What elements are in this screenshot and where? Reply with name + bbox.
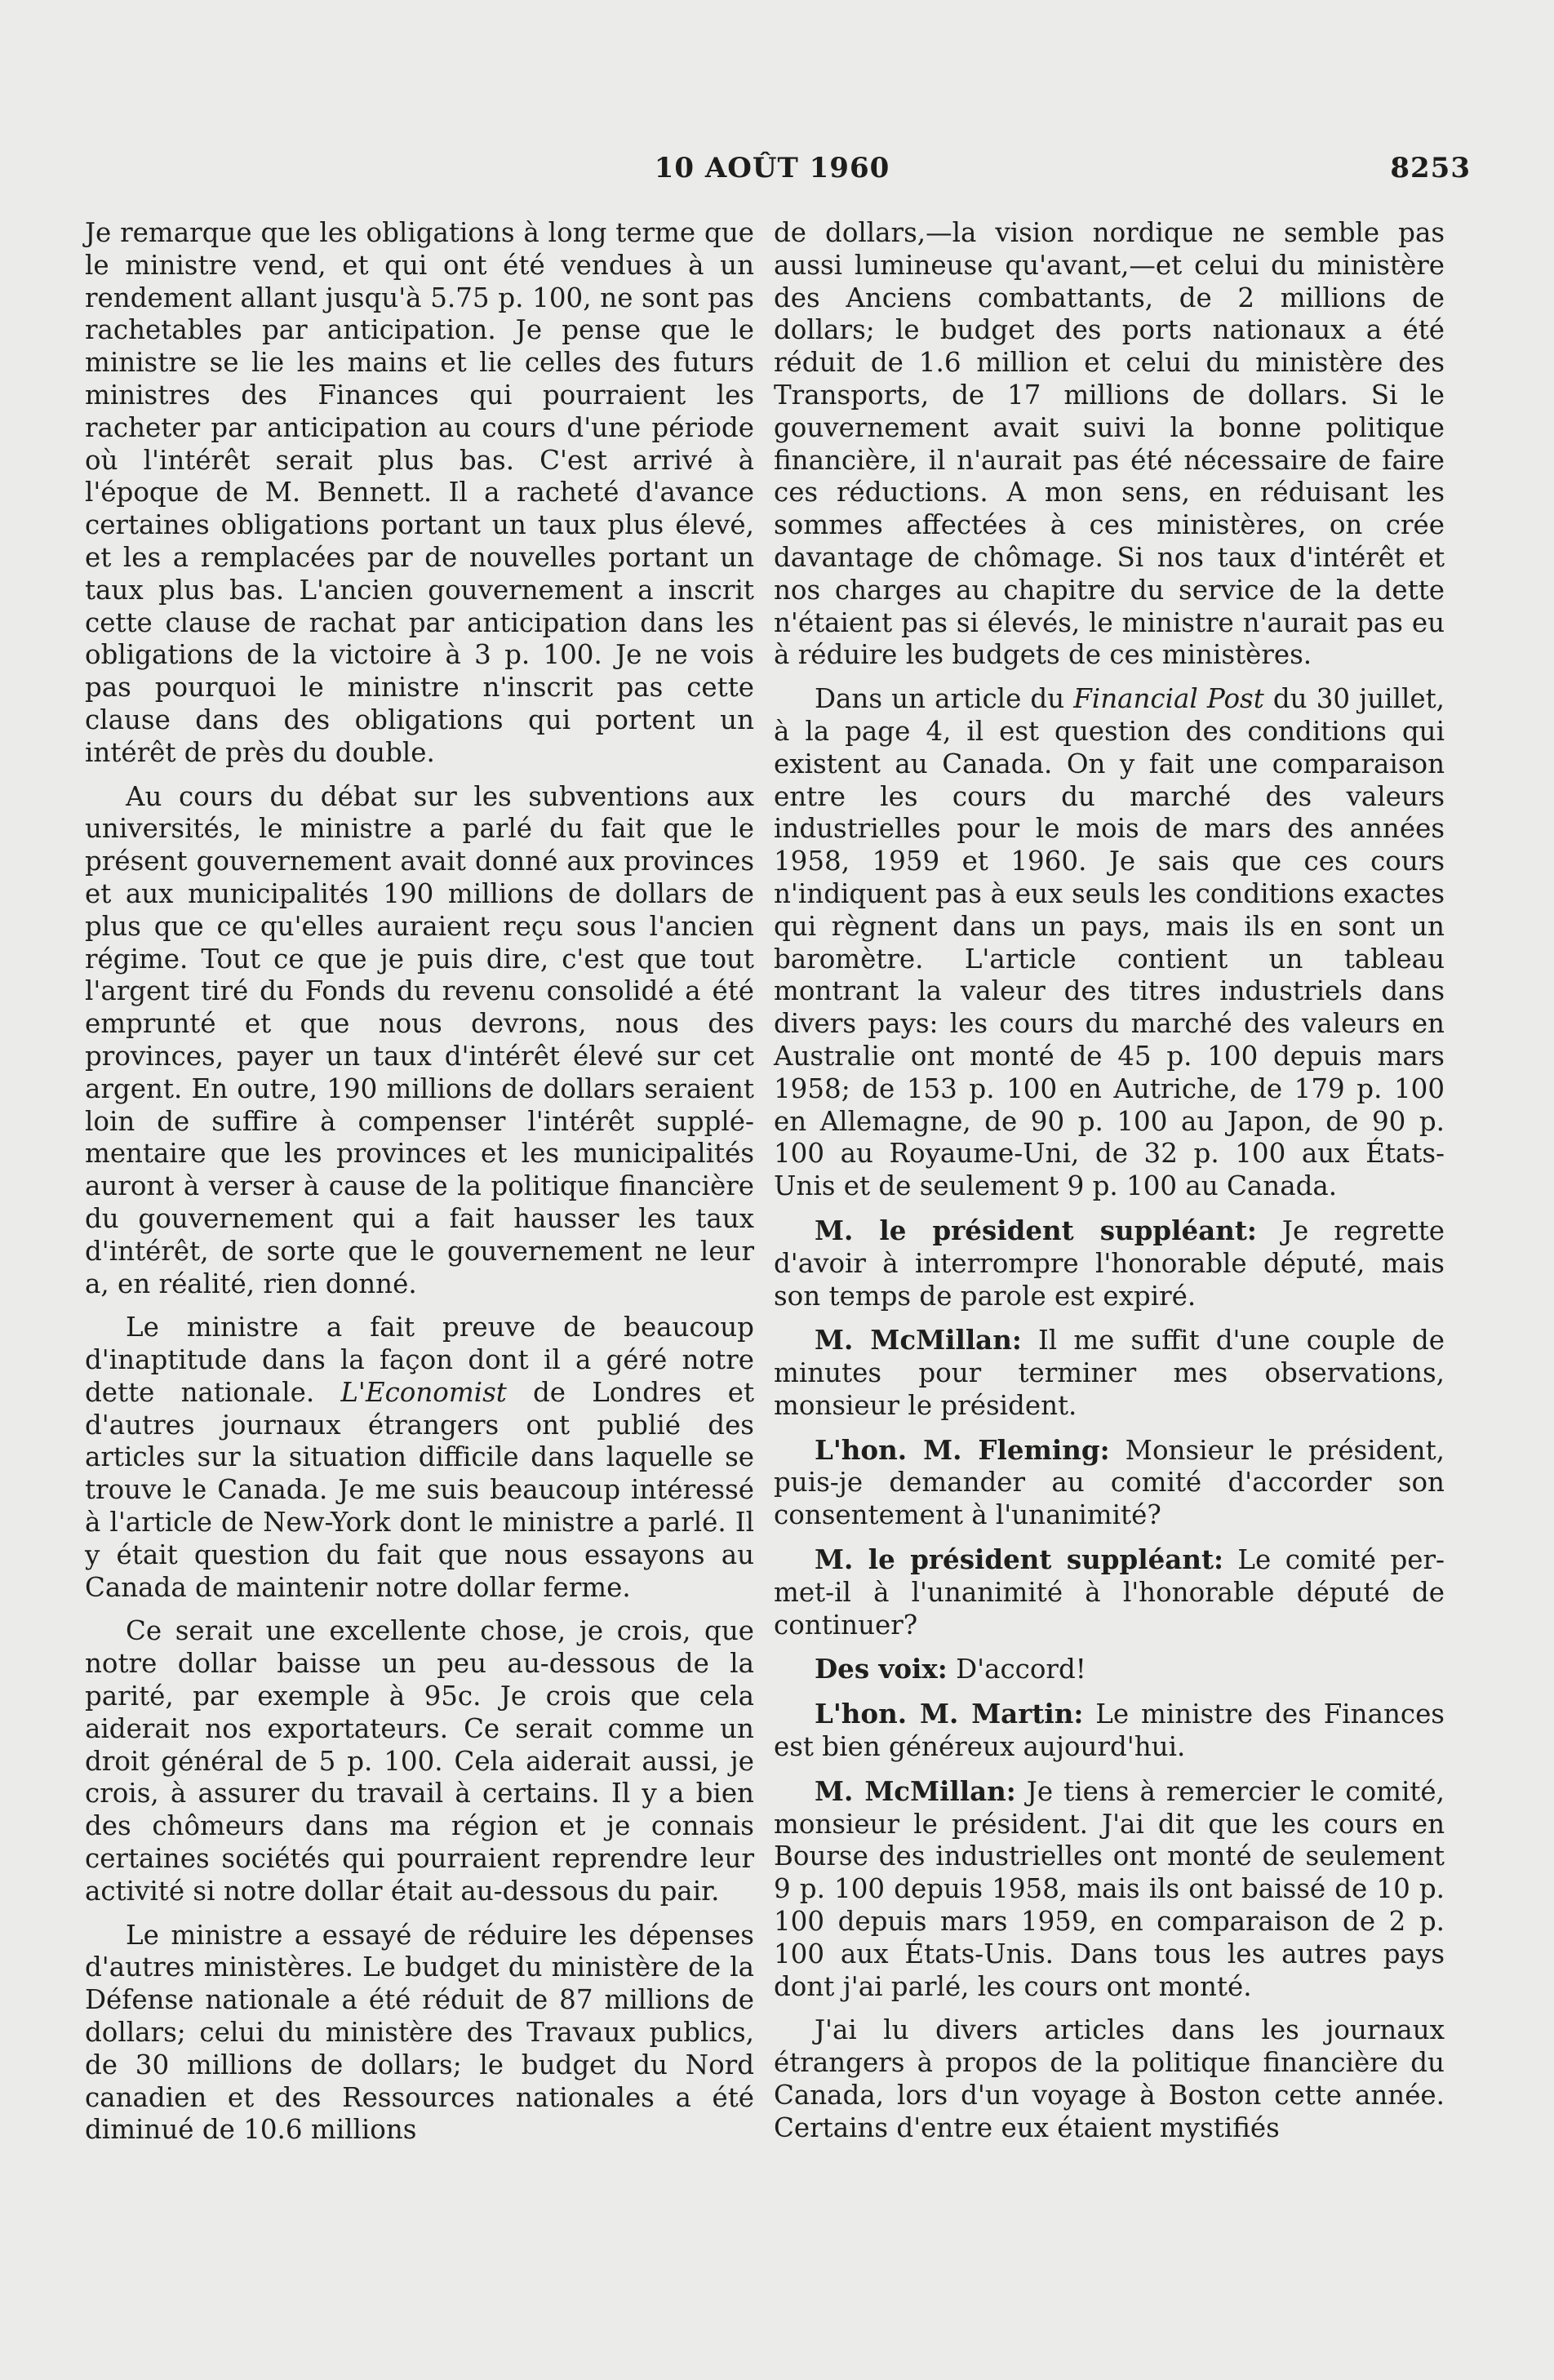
right-column: [774, 217, 1445, 2156]
speaker-name: M. le président suppléant:: [815, 1543, 1223, 1576]
paragraph: [774, 683, 1445, 1203]
header-date: 10 AOÛT 1960: [654, 152, 890, 184]
paragraph-text: Dans un article du: [815, 683, 1074, 715]
speaker-name: M. le président suppléant:: [815, 1214, 1257, 1246]
speech-text: D'accord!: [947, 1654, 1086, 1685]
paragraph-text: Au cours du débat sur les subventions aux universités, le ministre a parlé du fait que le présent gouvernement avait donné aux provinces et aux municipalités 190 millions de dollars de plus que ce qu'elles auraient reçu sous l'ancien régime. Tout ce que je puis dire, c'est que tout l'argent tiré du Fonds du revenu consolidé a été emprunté et que nous devrons, nous des provinces, payer un taux d'intérêt élevé sur cet argent. En outre, 190 millions de dollars seraient loin de suffire à compenser l'intérêt supplémentaire que les provinces et les municipalités auront à verser à cause de la politique financière du gouvernement qui a fait hausser les taux d'intérêt, de sorte que le gouvernement ne leur a, en réalité, rien donné.: [85, 780, 754, 1299]
paragraph: [85, 1920, 754, 2147]
paragraph-text: de Londres et d'autres journaux étrangers ont publié des articles sur la situation difficile dans laquelle se trouve le Canada. Je me suis beaucoup intéressé à l'article de New-York dont le ministre a parlé. Il y était question du fait que nous essayons au Canada de maintenir notre dollar ferme.: [85, 1376, 754, 1603]
paragraph-text: Ce serait une excellente chose, je crois, que notre dollar baisse un peu au-dessous de la parité, par exemple à 95c. Je crois que cela aiderait nos exportateurs. Ce serait comme un droit général de 5 p. 100. Cela aiderait aussi, je crois, à assurer du travail à certains. Il y a bien des chômeurs dans ma région et je connais certaines sociétés qui pourraient reprendre leur activité si notre dollar était au-dessous du pair.: [85, 1615, 754, 1907]
speech-paragraph: [774, 1775, 1445, 2004]
speech-text: Le ministre des Finances est bien généreux aujourd'hui.: [774, 1698, 1445, 1763]
speech-paragraph: [774, 1324, 1445, 1422]
speech-text: Monsieur le président, puis-je demander au comité d'accorder son consentement à l'unanimité?: [774, 1434, 1445, 1531]
paragraph: [774, 2014, 1445, 2144]
speaker-name: Des voix:: [815, 1653, 948, 1685]
publication-title: L'Economist: [340, 1376, 507, 1408]
speech-paragraph: [774, 1698, 1445, 1764]
speech-text: Je regrette d'avoir à interrompre l'honorable député, mais son temps de parole est expiré.: [774, 1214, 1445, 1312]
continued-paragraph: [85, 217, 754, 770]
publication-title: Financial Post: [1073, 683, 1264, 715]
speaker-name: L'hon. M. Martin:: [815, 1698, 1084, 1730]
paragraph: [85, 1312, 754, 1604]
page-number: 8253: [1390, 152, 1471, 184]
left-column: [85, 217, 754, 2158]
speech-text: Je tiens à remercier le comité, monsieur le président. J'ai dit que les cours en Bourse des industrielles ont monté de seulement 9 p. 100 depuis 1958, mais ils ont baissé de 10 p. 100 depuis mars 1959, en comparaison de 2 p. 100 aux États-Unis. Dans tous les autres pays dont j'ai parlé, les cours ont monté.: [774, 1775, 1445, 2002]
paragraph-text: J'ai lu divers articles dans les journaux étrangers à propos de la politique financière du Canada, lors d'un voyage à Boston cette année. Certains d'entre eux étaient mystifiés: [774, 2014, 1445, 2143]
paragraph-text: Je remarque que les obligations à long terme que le ministre vend, et qui ont été vendues à un rendement allant jusqu'à 5.75 p. 100, ne sont pas rachetables par anticipation. Je pense que le ministre se lie les mains et lie celles des futurs ministres des Finances qui pourraient les racheter par anticipation au cours d'une période où l'intérêt serait plus bas. C'est arrivé à l'époque de M. Bennett. Il a racheté d'avance certaines obligations portant un taux plus élevé, et les a remplacées par de nouvelles portant un taux plus bas. L'ancien gouvernement a inscrit cette clause de rachat par anticipation dans les obligations de la victoire à 3 p. 100. Je ne vois pas pourquoi le ministre n'inscrit pas cette clause dans des obligations qui portent un intérêt de près du double.: [85, 217, 754, 768]
speaker-name: M. McMillan:: [815, 1774, 1016, 1807]
paragraph-text: de dollars,—la vision nordique ne semble pas aussi lumineuse qu'avant,—et celui du ministère des Anciens combattants, de 2 millions de dollars; le budget des ports nationaux a été réduit de 1.6 million et celui du ministère des Transports, de 17 millions de dollars. Si le gouvernement avait suivi la bonne politique financière, il n'aurait pas été nécessaire de faire ces réductions. A mon sens, en réduisant les sommes affectées à ces ministères, on crée davantage de chômage. Si nos taux d'intérêt et nos charges au chapitre du service de la dette n'étaient pas si élevés, le ministre n'aurait pas eu à réduire les budgets de ces ministères.: [774, 217, 1445, 671]
paragraph-text: du 30 juillet, à la page 4, il est question des conditions qui existent au Canada. On y fait une comparaison entre les cours du marché des valeurs industrielles pour le mois de mars des années 1958, 1959 et 1960. Je sais que ces cours n'indiquent pas à eux seuls les conditions exactes qui règnent dans un pays, mais ils en sont un baromètre. L'article contient un tableau montrant la valeur des titres industriels dans divers pays: les cours du marché des valeurs en Australie ont monté de 45 p. 100 depuis mars 1958; de 153 p. 100 en Autriche, de 179 p. 100 en Allemagne, de 90 p. 100 au Japon, de 90 p. 100 au Royaume-Uni, de 32 p. 100 aux États-Unis et de seulement 9 p. 100 au Canada.: [774, 683, 1445, 1202]
continued-paragraph: [774, 217, 1445, 672]
paragraph-text: Le ministre a fait preuve de beaucoup d'inaptitude dans la façon dont il a géré notre dette nationale.: [85, 1312, 754, 1408]
paragraph: [85, 1615, 754, 1907]
speech-text: Le comité permet-il à l'unanimité à l'honorable député de continuer?: [774, 1544, 1445, 1641]
speech-paragraph: [774, 1434, 1445, 1532]
paragraph: [85, 781, 754, 1301]
speaker-name: L'hon. M. Fleming:: [815, 1433, 1110, 1466]
speech-paragraph: [774, 1214, 1445, 1312]
speech-text: Il me suffit d'une couple de minutes pour terminer mes observations, monsieur le président.: [774, 1325, 1445, 1421]
page-header: [73, 152, 1471, 193]
paragraph-text: Le ministre a essayé de réduire les dépenses d'autres ministères. Le budget du ministère de la Défense nationale a été réduit de 87 millions de dollars; celui du ministère des Travaux publics, de 30 millions de dollars; le budget du Nord canadien et des Ressources nationales a été diminué de 10.6 millions: [85, 1919, 754, 2146]
speech-paragraph: [774, 1653, 1445, 1686]
speech-paragraph: [774, 1543, 1445, 1641]
speaker-name: M. McMillan:: [815, 1324, 1022, 1357]
